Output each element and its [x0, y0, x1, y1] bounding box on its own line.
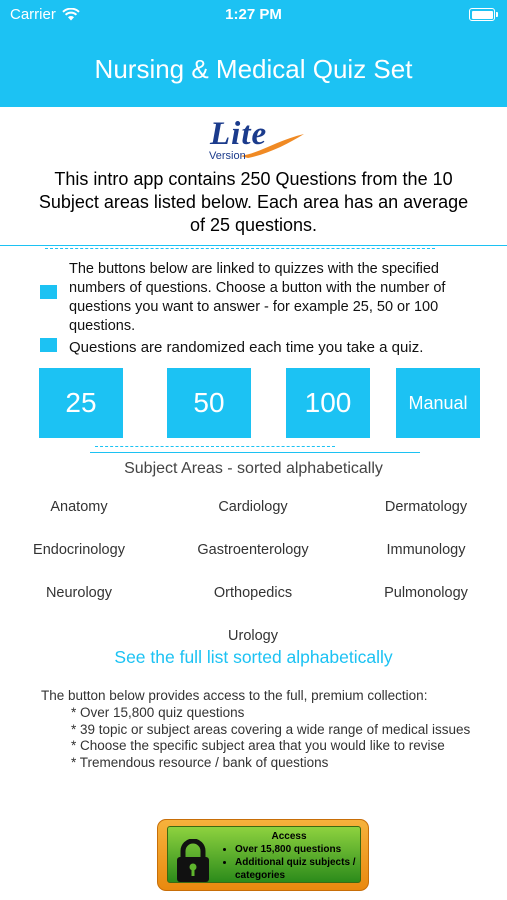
subject-immunology: Immunology [386, 542, 466, 558]
access-button-panel [167, 826, 361, 883]
bullet-text: Questions are randomized each time you take a quiz. [69, 339, 424, 356]
premium-feature: * 39 topic or subject areas covering a wide range of medical issues [41, 721, 471, 737]
access-item: • Additional quiz subjects / categories [235, 856, 356, 882]
navigation-bar [0, 30, 507, 107]
premium-feature: * Tremendous resource / bank of questions [41, 755, 329, 771]
quiz-manual-button[interactable]: Manual [396, 368, 480, 438]
subject-anatomy: Anatomy [50, 499, 108, 515]
logo-lite-text: Lite [210, 116, 268, 152]
subject-gastroenterology: Gastroenterology [197, 542, 309, 558]
subject-endocrinology: Endocrinology [33, 542, 125, 558]
divider-top [0, 245, 507, 246]
subject-dermatology: Dermatology [384, 499, 468, 515]
subject-neurology: Neurology [45, 585, 113, 601]
intro-text: This intro app contains 250 Questions from the 10 Subject areas listed below. Each area has an average of 25 questions. [38, 169, 469, 235]
subject-urology: Urology [228, 628, 278, 644]
access-title: Access [271, 831, 307, 842]
premium-intro: The button below provides access to the full, premium collection: [41, 688, 428, 703]
quiz-50-button[interactable]: 50 [167, 368, 251, 438]
subject-orthopedics: Orthopedics [213, 585, 293, 601]
premium-feature: * Over 15,800 quiz questions [41, 704, 245, 720]
lock-icon [175, 839, 211, 883]
clock: 1:27 PM [225, 6, 282, 23]
carrier-label: Carrier [10, 6, 56, 23]
access-item: • Over 15,800 questions [235, 843, 356, 856]
divider-subjects [90, 452, 420, 453]
bullet-text: The buttons below are linked to quizzes with the specified numbers of questions. Choose a button with the number of questions you want to answer - for example 25, 50 or 100 questions. [69, 261, 446, 334]
bullet-square-icon [40, 338, 57, 352]
quiz-100-button[interactable]: 100 [286, 368, 370, 438]
divider-top-dashed [45, 248, 435, 249]
subject-pulmonology: Pulmonology [384, 585, 468, 601]
page-title: Nursing & Medical Quiz Set [94, 54, 413, 84]
info-bullet-1 [40, 260, 485, 336]
logo-version-text: Version [209, 150, 246, 162]
lite-version-logo [200, 116, 310, 166]
premium-feature: * Choose the specific subject area that you would like to revise [41, 738, 445, 754]
full-list-link[interactable]: See the full list sorted alphabetically [114, 647, 393, 667]
subject-areas-title: Subject Areas - sorted alphabetically [124, 460, 383, 477]
quiz-25-button[interactable]: 25 [39, 368, 123, 438]
info-bullet-2 [40, 338, 500, 357]
divider-subjects-dashed [95, 446, 335, 447]
premium-access-button[interactable] [157, 819, 369, 891]
premium-description [41, 688, 491, 772]
bullet-square-icon [40, 285, 57, 299]
battery-icon [469, 8, 495, 21]
status-bar [0, 0, 507, 30]
access-button-text [222, 830, 356, 882]
subject-cardiology: Cardiology [218, 499, 288, 515]
